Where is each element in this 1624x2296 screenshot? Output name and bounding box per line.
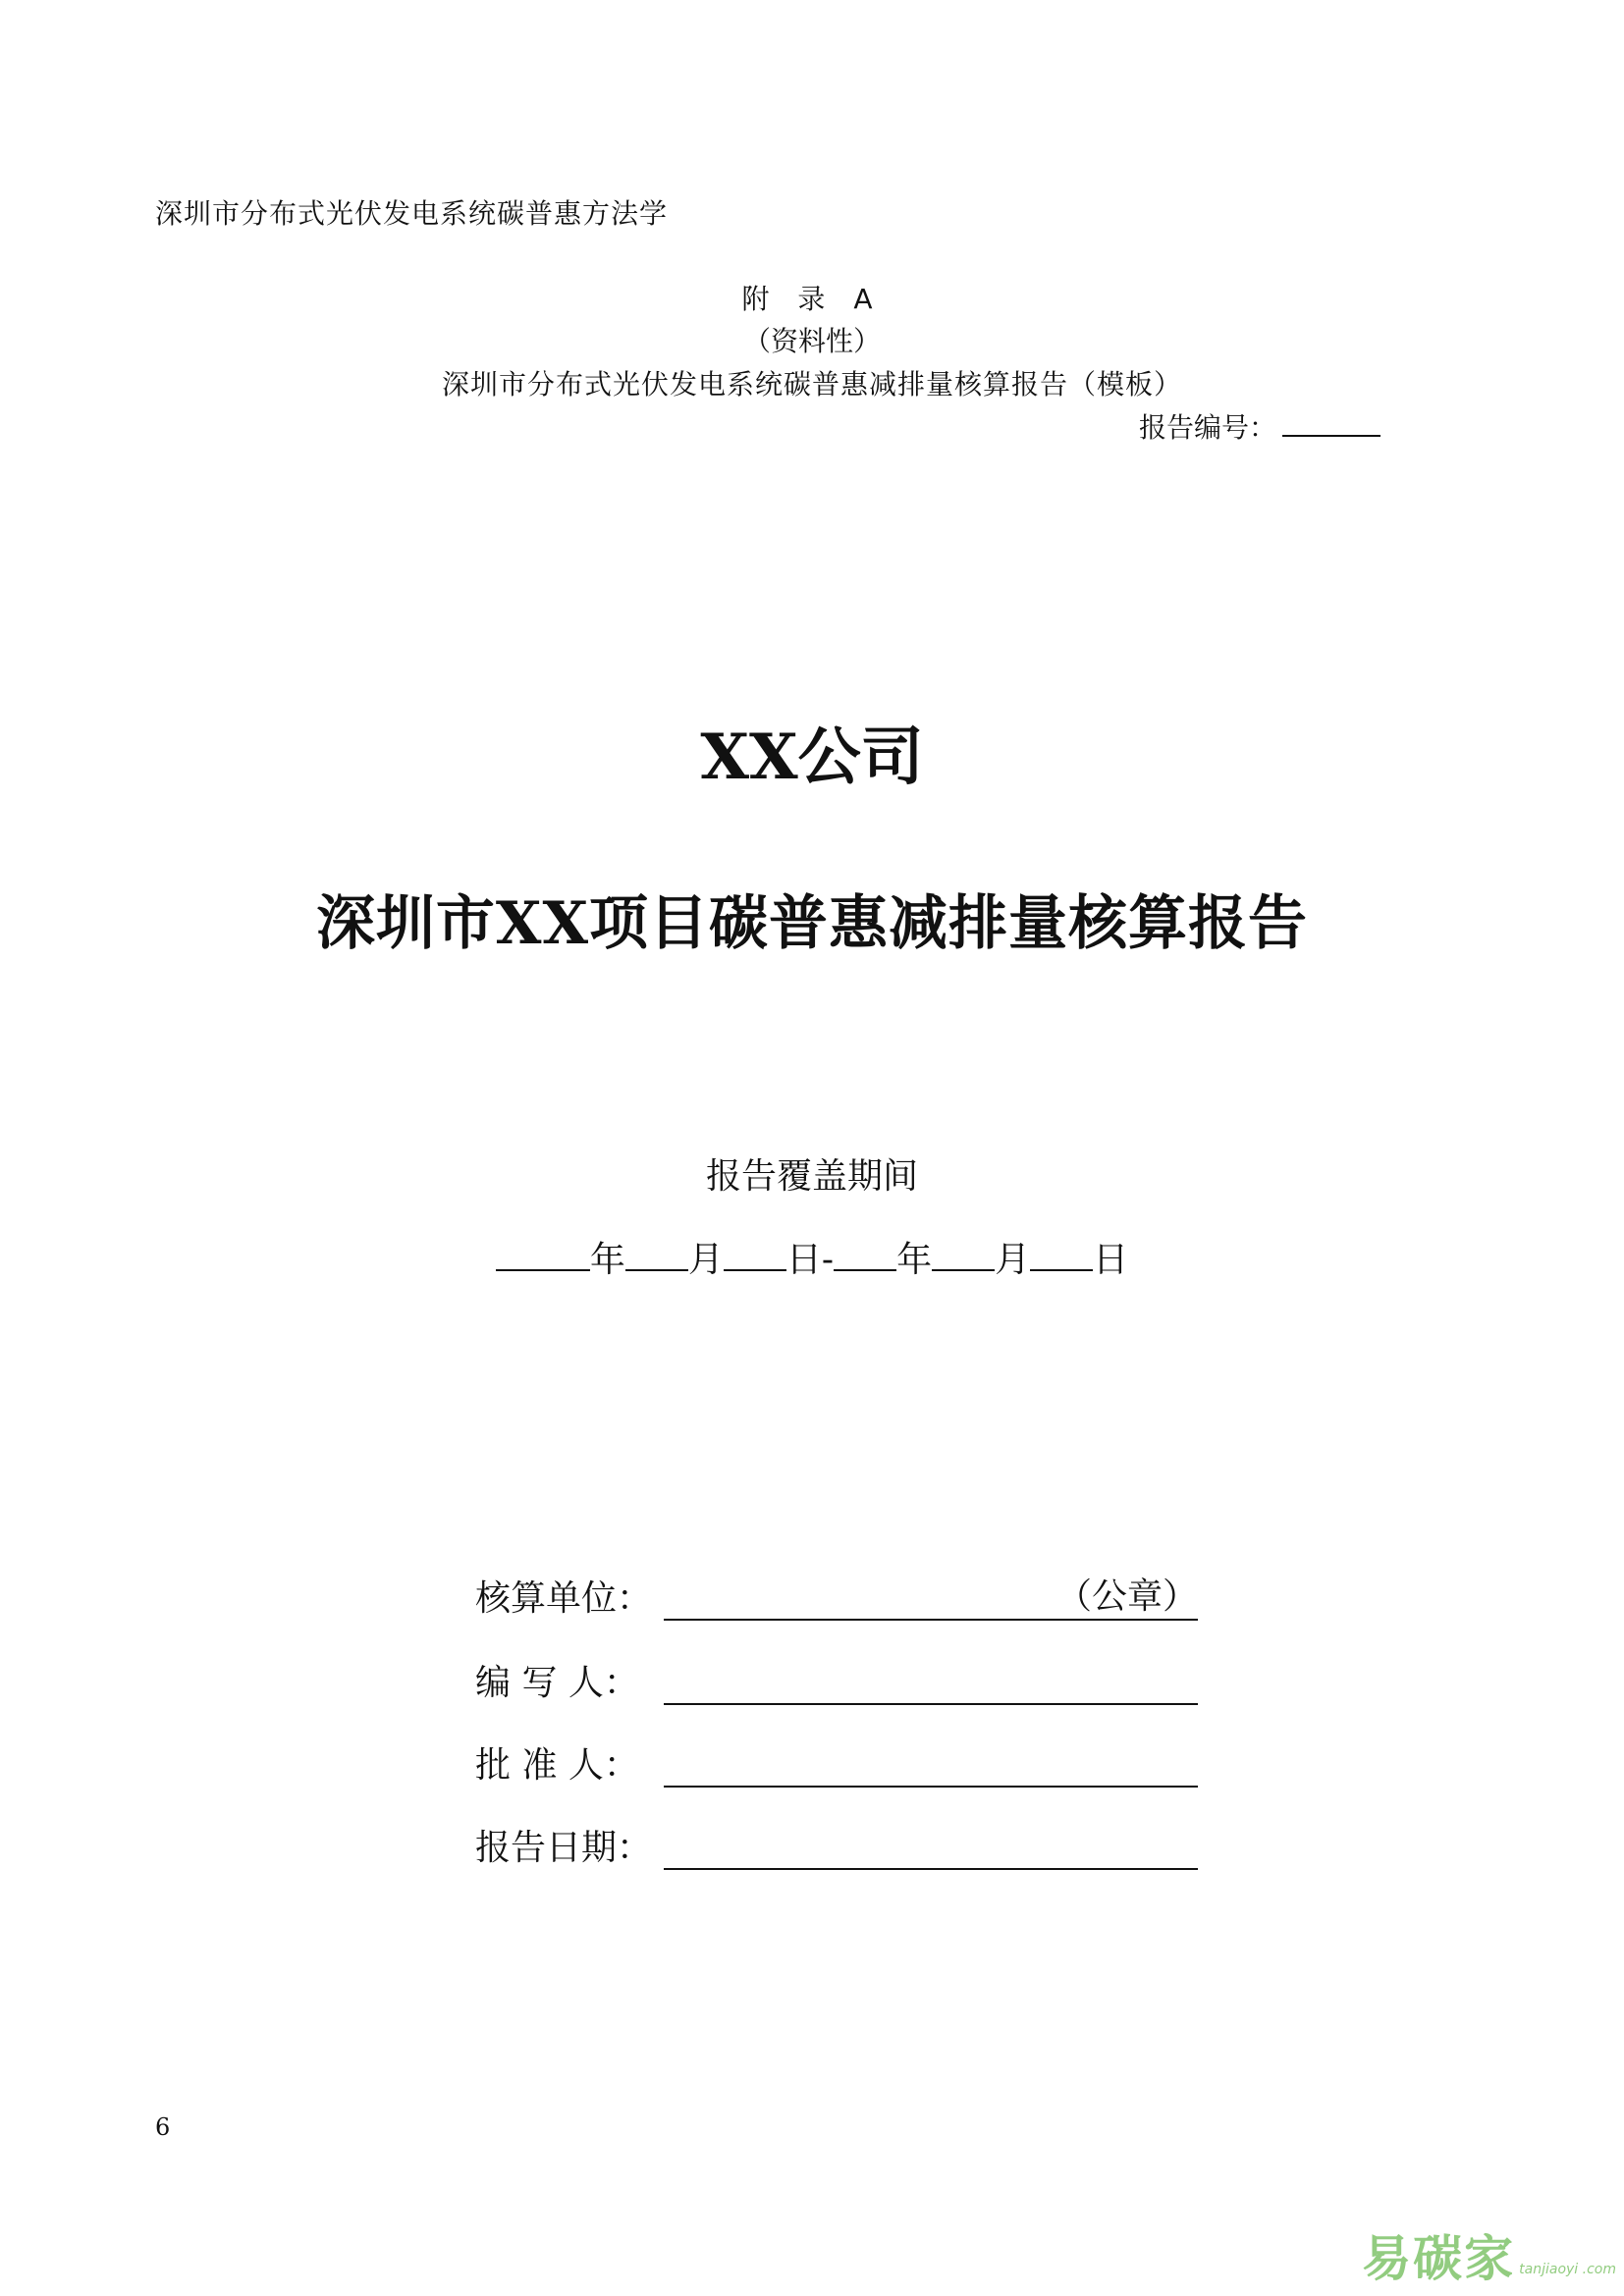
field-report-date <box>475 1820 1198 1870</box>
report-number <box>1139 406 1380 446</box>
start-year-label: 年 <box>589 1240 625 1280</box>
period-label: 报告覆盖期间 <box>705 1156 918 1197</box>
end-month-blank[interactable] <box>932 1240 995 1271</box>
page-number: 6 <box>155 2113 171 2141</box>
start-day-label: 日- <box>785 1240 835 1280</box>
report-date-blank[interactable] <box>664 1829 1198 1870</box>
end-day-blank[interactable] <box>1030 1240 1093 1271</box>
end-year-blank[interactable] <box>834 1240 896 1271</box>
field-writer <box>475 1655 1198 1705</box>
period-date-range <box>0 1232 1624 1282</box>
start-month-blank[interactable] <box>625 1240 688 1271</box>
end-day-label: 日 <box>1093 1240 1129 1280</box>
appendix-label: 附 录 A <box>741 283 883 315</box>
end-month-label: 月 <box>995 1240 1031 1280</box>
report-number-label: 报告编号： <box>1138 411 1276 444</box>
start-day-blank[interactable] <box>724 1240 786 1271</box>
watermark-domain: tanjiaoyi .com <box>1519 2262 1616 2277</box>
appendix-type: （资料性） <box>742 325 881 357</box>
writer-blank[interactable] <box>664 1664 1198 1705</box>
approver-blank[interactable] <box>664 1746 1198 1788</box>
report-date-label: 报告日期： <box>475 1828 653 1868</box>
company-name: XX公司 <box>700 721 924 794</box>
watermark-logo <box>1362 2219 1616 2290</box>
accounting-unit-blank[interactable] <box>664 1576 1198 1621</box>
report-title: 深圳市XX项目碳普惠减排量核算报告 <box>315 889 1309 958</box>
start-month-label: 月 <box>687 1240 724 1280</box>
end-year-label: 年 <box>896 1240 933 1280</box>
report-number-blank[interactable] <box>1282 411 1380 437</box>
start-year-blank[interactable] <box>496 1240 590 1271</box>
running-header: 深圳市分布式光伏发电系统碳普惠方法学 <box>155 197 669 230</box>
seal-note: （公章） <box>1056 1576 1198 1617</box>
field-accounting-unit <box>475 1571 1198 1621</box>
watermark-text: 易碳家 <box>1362 2230 1516 2287</box>
appendix-title: 深圳市分布式光伏发电系统碳普惠减排量核算报告（模板） <box>441 368 1182 400</box>
approver-label: 批 准 人： <box>475 1745 639 1786</box>
accounting-unit-label: 核算单位： <box>475 1578 653 1619</box>
writer-label: 编 写 人： <box>475 1663 639 1703</box>
field-approver <box>475 1737 1198 1788</box>
